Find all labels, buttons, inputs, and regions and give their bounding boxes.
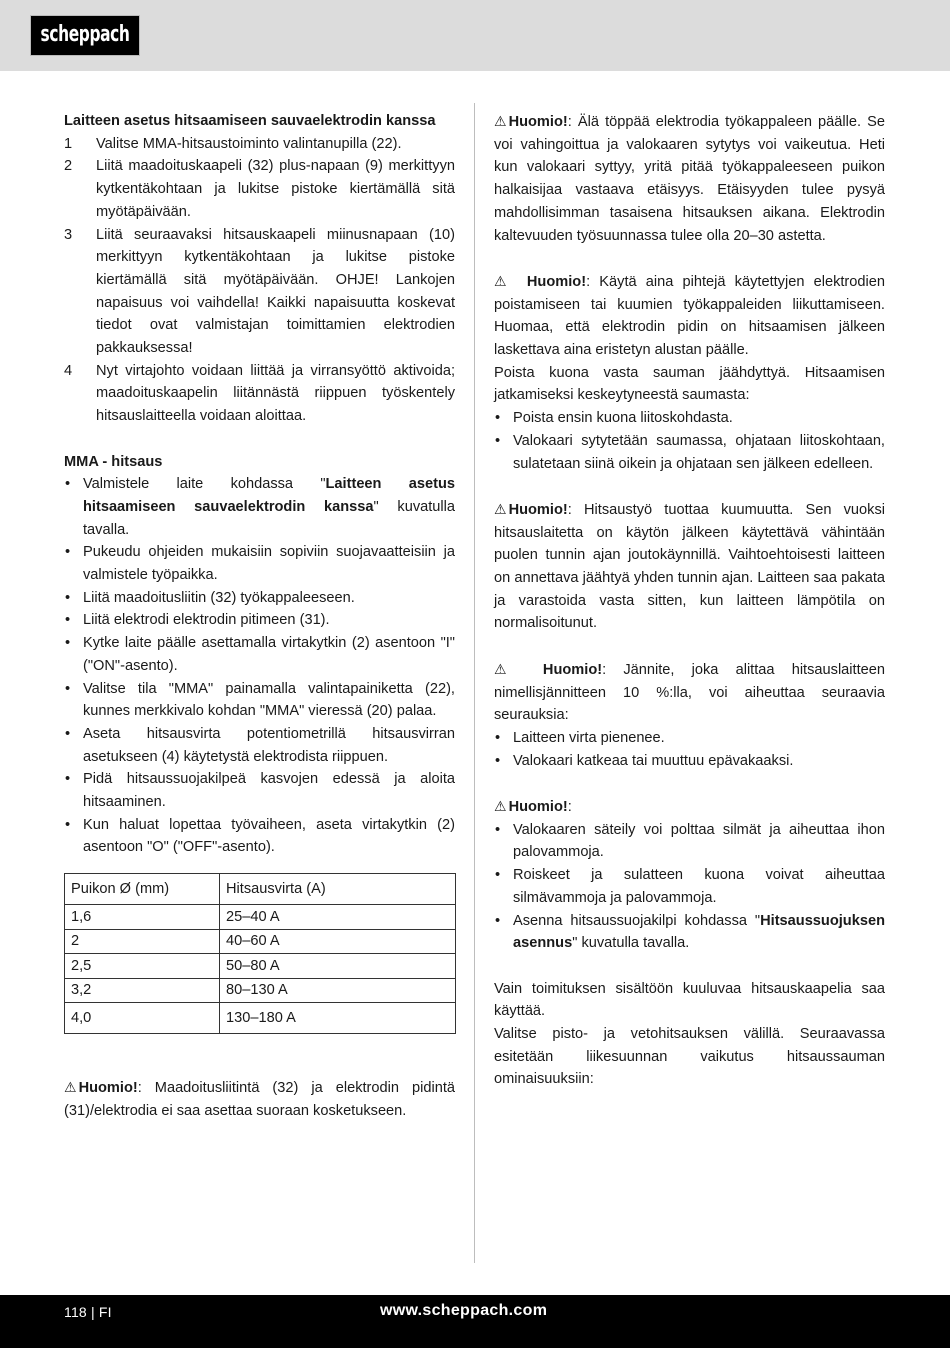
table-cell: 1,6 bbox=[65, 905, 220, 930]
bullet-icon: • bbox=[495, 729, 501, 746]
warning-label: Huomio! bbox=[78, 1080, 138, 1097]
warning-label: Huomio! bbox=[508, 114, 568, 130]
mma-heading: MMA - hitsaus bbox=[64, 453, 163, 470]
table-cell: 2,5 bbox=[65, 954, 220, 979]
warning-note bbox=[494, 658, 885, 727]
left-column bbox=[64, 110, 455, 1123]
bullet-icon: • bbox=[65, 680, 71, 697]
warning-label: Huomio! bbox=[508, 501, 568, 518]
warning-text: : Maadoitusliitintä (32) ja elektrodin pidintä (31)/elektrodia ei saa asettaa suoraan kosketukseen. bbox=[64, 1080, 455, 1119]
footer bbox=[0, 1295, 950, 1348]
direction-text: Valitse pisto- ja vetohitsauksen välillä. Seuraavassa esitetään liikesuunnan vaikutus hitsaussauman ominaisuuksiin: bbox=[494, 1026, 885, 1088]
voltage-consequences bbox=[494, 727, 885, 772]
slag-removal-text: Poista kuona vasta sauman jäähdyttyä. Hitsaamisen jatkamiseksi keskeytyneestä saumasta: bbox=[494, 364, 885, 404]
table-cell: 25–40 A bbox=[220, 905, 456, 930]
website-url: www.scheppach.com bbox=[380, 1302, 548, 1319]
setup-heading: Laitteen asetus hitsaamiseen sauvaelektrodin kanssa bbox=[64, 113, 436, 129]
bullet-item: • Pukeudu ohjeiden mukaisiin sopiviin suojavaatteisiin ja valmistele työpaikka. bbox=[64, 541, 455, 586]
warning-label: Huomio! bbox=[508, 799, 568, 816]
table-cell: 40–60 A bbox=[220, 929, 456, 954]
step-number: 2 bbox=[64, 158, 73, 175]
table-header-cell: Puikon Ø (mm) bbox=[65, 874, 220, 905]
warning-icon: ⚠ bbox=[494, 113, 507, 129]
warning-icon: ⚠ bbox=[494, 272, 507, 289]
section-reference: Hitsaussuojuksen asennus bbox=[513, 912, 885, 952]
bullet-icon: • bbox=[65, 725, 71, 742]
warning-label: Huomio! bbox=[542, 661, 603, 678]
table-header-row bbox=[65, 874, 456, 905]
step-text: Nyt virtajohto voidaan liittää ja virransyöttö aktivoida; maadoituskaapelin liitännästä riippuen työskentely hitsauslaitteella voidaan aloittaa. bbox=[96, 362, 455, 425]
warning-text: : Käytä aina pihtejä käytettyjen elektrodien poistamiseen tai kuumien työkappaleiden liikuttamiseen. Huomaa, että elektrodin pidin on hitsaamisen jälkeen laskettava aina eristetyn alustan päälle. bbox=[494, 273, 886, 359]
bullet-item: • Valitse tila "MMA" painamalla valintapainiketta (22), kunnes merkkivalo kohdan "MMA" vieressä (20) palaa. bbox=[64, 678, 455, 723]
setup-steps bbox=[64, 133, 455, 428]
header-band bbox=[0, 0, 950, 71]
warning-text: : Jännite, joka alittaa hitsauslaitteen nimellisjännitteen 10 %:lla, voi aiheuttaa seuraavia seurauksia: bbox=[494, 661, 885, 724]
bullet-item: • Liitä maadoitusliitin (32) työkappaleeseen. bbox=[64, 587, 455, 610]
bullet-icon: • bbox=[65, 771, 71, 788]
warning-note bbox=[494, 270, 885, 362]
bullet-icon: • bbox=[65, 816, 71, 833]
mma-steps bbox=[64, 473, 455, 859]
step-number: 4 bbox=[64, 362, 73, 379]
table-row bbox=[65, 978, 456, 1003]
warning-label: Huomio! bbox=[526, 273, 587, 290]
warning-icon: ⚠ bbox=[494, 500, 507, 517]
table-cell: 80–130 A bbox=[220, 978, 456, 1003]
table-cell: 4,0 bbox=[65, 1003, 220, 1034]
bullet-item: • Asenna hitsaussuojakilpi kohdassa "Hitsaussuojuksen asennus" kuvatulla tavalla. bbox=[494, 910, 885, 955]
bullet-icon: • bbox=[65, 589, 71, 606]
bullet-icon: • bbox=[495, 432, 501, 449]
table-cell: 2 bbox=[65, 929, 220, 954]
warning-note bbox=[494, 498, 885, 635]
right-column bbox=[494, 110, 885, 1091]
step-item bbox=[64, 155, 455, 223]
bullet-icon: • bbox=[495, 752, 501, 769]
step-text: Liitä seuraavaksi hitsauskaapeli miinusnapaan (10) merkittyyn kytkentäkohtaan ja lukitse pistoke kiertämällä sitä myötäpäivään. OHJE! Lankojen napaisuus voi vaihdella! Kaikki napaisuutta koskevat tiedot ovat valmistajan toimittamien elektrodien pakkauksessa! bbox=[96, 226, 455, 357]
step-item bbox=[64, 360, 455, 428]
warning-icon: ⚠ bbox=[64, 1079, 77, 1096]
warning-icon: ⚠ bbox=[494, 660, 507, 677]
warning-note bbox=[64, 1076, 455, 1122]
table-row bbox=[65, 954, 456, 979]
table-row bbox=[65, 905, 456, 930]
step-item bbox=[64, 224, 455, 360]
bullet-icon: • bbox=[495, 912, 501, 929]
bullet-item: • Liitä elektrodi elektrodin pitimeen (31). bbox=[64, 609, 455, 632]
column-divider bbox=[474, 103, 475, 1263]
bullet-item: • Aseta hitsausvirta potentiometrillä hitsausvirran asetukseen (4) käytetystä elektrodista riippuen. bbox=[64, 723, 455, 768]
bullet-icon: • bbox=[65, 612, 71, 629]
warning-text: : bbox=[567, 799, 572, 816]
bullet-icon: • bbox=[65, 476, 71, 493]
slag-steps bbox=[494, 407, 885, 475]
warning-icon: ⚠ bbox=[494, 798, 507, 815]
bullet-item: • Kun haluat lopettaa työvaiheen, aseta virtakytkin (2) asentoon "O" ("OFF"-asento). bbox=[64, 814, 455, 859]
step-number: 3 bbox=[64, 226, 73, 243]
bullet-item: • Valokaaren säteily voi polttaa silmät ja aiheuttaa ihon palovammoja. bbox=[494, 819, 885, 864]
electrode-current-table bbox=[64, 873, 456, 1034]
bullet-item: • Valokaari katkeaa tai muuttuu epävakaaksi. bbox=[494, 750, 885, 773]
bullet-icon: • bbox=[65, 635, 71, 652]
bullet-item: • Valokaari sytytetään saumassa, ohjataan liitoskohtaan, sulatetaan siinä oikein ja ohjataan sen jälkeen edelleen. bbox=[494, 430, 885, 475]
table-row bbox=[65, 929, 456, 954]
table-cell: 50–80 A bbox=[220, 954, 456, 979]
table-cell: 3,2 bbox=[65, 978, 220, 1003]
warning-note bbox=[494, 795, 885, 819]
bullet-item: • Roiskeet ja sulatteen kuona voivat aiheuttaa silmävammoja ja palovammoja. bbox=[494, 864, 885, 909]
page-number: 118 | FI bbox=[64, 1304, 112, 1320]
scheppach-logo bbox=[30, 15, 140, 56]
section-reference: Laitteen asetus hitsaamiseen sauvaelektrodin kanssa bbox=[83, 476, 455, 515]
bullet-icon: • bbox=[495, 821, 501, 838]
warning-note bbox=[494, 110, 885, 247]
step-item bbox=[64, 133, 455, 156]
bullet-icon: • bbox=[495, 410, 501, 427]
step-text: Liitä maadoituskaapeli (32) plus-napaan (9) merkittyyn kytkentäkohtaan ja lukitse pistoke kiertämällä sitä myötäpäivään. bbox=[96, 158, 455, 220]
hazard-list bbox=[494, 819, 885, 955]
bullet-icon: • bbox=[65, 544, 71, 561]
bullet-item: • Poista ensin kuona liitoskohdasta. bbox=[494, 407, 885, 430]
bullet-item: • Pidä hitsaussuojakilpeä kasvojen edessä ja aloita hitsaaminen. bbox=[64, 768, 455, 813]
bullet-item: • Laitteen virta pienenee. bbox=[494, 727, 885, 750]
step-text: Valitse MMA-hitsaustoiminto valintanupilla (22). bbox=[96, 135, 402, 152]
warning-text: : Hitsaustyö tuottaa kuumuutta. Sen vuoksi hitsauslaitetta on käytön jälkeen käytettävä vähintään puolen tunnin ajan joutokäynnillä. Vaihtoehtoisesti laitteen on annettava jäähtyä yhden tunnin ajan. Laitteen saa pakata ja varastoida vasta sitten, kun laitteen lämpötila on normalisoitunut. bbox=[494, 501, 885, 632]
bullet-item: • Valmistele laite kohdassa "Laitteen asetus hitsaamiseen sauvaelektrodin kanssa" kuvatulla tavalla. bbox=[64, 473, 455, 541]
bullet-item: • Kytke laite päälle asettamalla virtakytkin (2) asentoon "I" ("ON"-asento). bbox=[64, 632, 455, 677]
cable-text: Vain toimituksen sisältöön kuuluvaa hitsauskaapelia saa käyttää. bbox=[494, 980, 885, 1020]
warning-text: : Älä töppää elektrodia työkappaleen päälle. Se voi vahingoittua ja valokaaren sytytys voi vaikeutua. Heti kun valokaari syttyy, yritä pitää työkappaleeseen puikon halkaisijaa vastaava etäisyys. Etäisyyden tulee pysyä mahdollisimman tasaisena hitsauksen aikana. Elektrodin kaltevuuden työsuunnassa tulee olla 20–30 astetta. bbox=[494, 114, 885, 244]
logo-text: scheppach bbox=[40, 22, 130, 48]
bullet-icon: • bbox=[495, 867, 501, 884]
table-row bbox=[65, 1003, 456, 1034]
table-header-cell: Hitsausvirta (A) bbox=[220, 874, 456, 905]
table-cell: 130–180 A bbox=[220, 1003, 456, 1034]
step-number: 1 bbox=[64, 135, 73, 152]
